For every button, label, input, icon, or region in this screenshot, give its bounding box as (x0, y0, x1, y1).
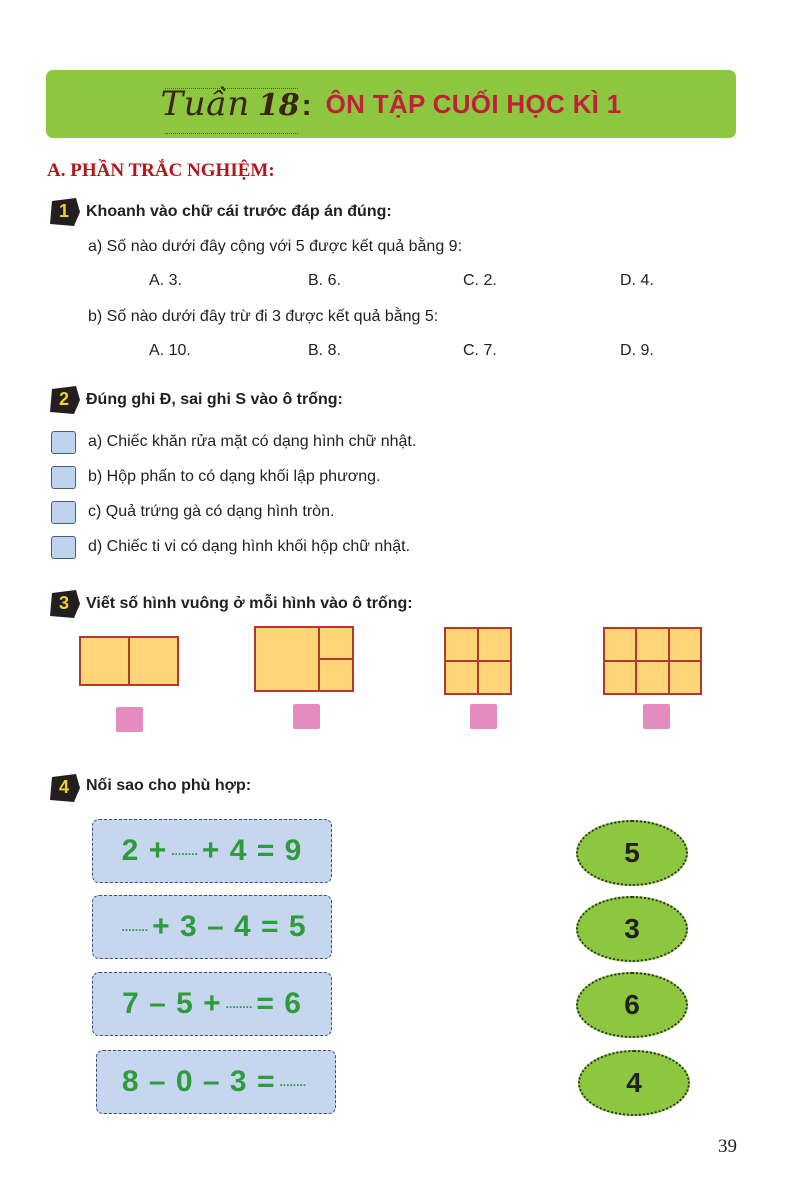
question-number-badge (48, 590, 80, 618)
equation-blank: ........ (225, 997, 253, 1011)
option-b[interactable]: B. 6. (308, 272, 341, 289)
answer-checkbox[interactable] (51, 466, 76, 489)
answer-box-4[interactable] (643, 704, 670, 729)
badge-number: 1 (58, 201, 69, 221)
badge-number: 2 (58, 389, 69, 409)
question-title: Đúng ghi Đ, sai ghi S vào ô trống: (86, 391, 343, 408)
answer-box-2[interactable] (293, 704, 320, 729)
question-part-a: a) Số nào dưới đây cộng với 5 được kết quả bằng 9: (88, 238, 463, 255)
statement-item: c) Quả trứng gà có dạng hình tròn. (88, 503, 335, 520)
answer-box-3[interactable] (470, 704, 497, 729)
equation-left: 2 + (121, 834, 168, 867)
option-d[interactable]: D. 9. (620, 342, 654, 359)
question-part-b: b) Số nào dưới đây trừ đi 3 được kết quả bằng 5: (88, 308, 439, 325)
week-word: Tuần (160, 84, 250, 124)
question-number-badge (48, 774, 80, 802)
grid-line (603, 660, 702, 662)
equation-right: + 4 = 9 (201, 834, 303, 867)
answer-checkbox[interactable] (51, 431, 76, 454)
answer-box-1[interactable] (116, 707, 143, 732)
badge-number: 4 (58, 777, 69, 797)
equation-right: = 6 (256, 987, 302, 1020)
equation-card-2[interactable] (92, 895, 332, 959)
equation-card-4[interactable] (96, 1050, 336, 1114)
question-number-badge (48, 386, 80, 414)
week-label (161, 84, 312, 124)
dotted-rule-bottom (165, 133, 298, 134)
statement-item: b) Hộp phấn to có dạng khối lập phương. (88, 468, 381, 485)
dotted-rule-top (165, 88, 298, 89)
equation-blank: ........ (121, 920, 149, 934)
grid-line (128, 636, 130, 686)
option-c[interactable]: C. 2. (463, 272, 497, 289)
equation-card-3[interactable] (92, 972, 332, 1036)
equation-blank: ........ (171, 844, 198, 858)
section-heading: A. PHẦN TRẮC NGHIỆM: (47, 160, 275, 181)
option-b[interactable]: B. 8. (308, 342, 341, 359)
statement-item: a) Chiếc khăn rửa mặt có dạng hình chữ nhật. (88, 433, 417, 450)
equation-card-1[interactable] (92, 819, 332, 883)
page-title: ÔN TẬP CUỐI HỌC KÌ 1 (325, 88, 622, 119)
answer-checkbox[interactable] (51, 501, 76, 524)
badge-number: 3 (58, 593, 69, 613)
option-a[interactable]: A. 10. (149, 342, 191, 359)
question-title: Khoanh vào chữ cái trước đáp án đúng: (86, 203, 392, 220)
equation-left: 8 – 0 – 3 = (121, 1065, 276, 1098)
question-title: Nối sao cho phù hợp: (86, 777, 252, 794)
equation-left: 7 – 5 + (122, 987, 222, 1020)
answer-oval-2[interactable]: 3 (576, 896, 688, 962)
question-number-badge (48, 198, 80, 226)
header-banner (46, 70, 736, 138)
option-c[interactable]: C. 7. (463, 342, 497, 359)
week-colon: : (301, 89, 312, 122)
equation-right: + 3 – 4 = 5 (152, 910, 307, 943)
question-title: Viết số hình vuông ở mỗi hình vào ô trống: (86, 595, 413, 612)
page-number: 39 (718, 1136, 737, 1157)
grid-line (318, 658, 354, 660)
answer-oval-3[interactable]: 6 (576, 972, 688, 1038)
equation-blank: ........ (279, 1075, 307, 1089)
statement-item: d) Chiếc ti vi có dạng hình khối hộp chữ nhật. (88, 538, 411, 555)
grid-line (444, 660, 512, 662)
answer-oval-4[interactable]: 4 (578, 1050, 690, 1116)
week-number: 18 (257, 88, 300, 123)
option-a[interactable]: A. 3. (149, 272, 182, 289)
answer-oval-1[interactable]: 5 (576, 820, 688, 886)
option-d[interactable]: D. 4. (620, 272, 654, 289)
answer-checkbox[interactable] (51, 536, 76, 559)
